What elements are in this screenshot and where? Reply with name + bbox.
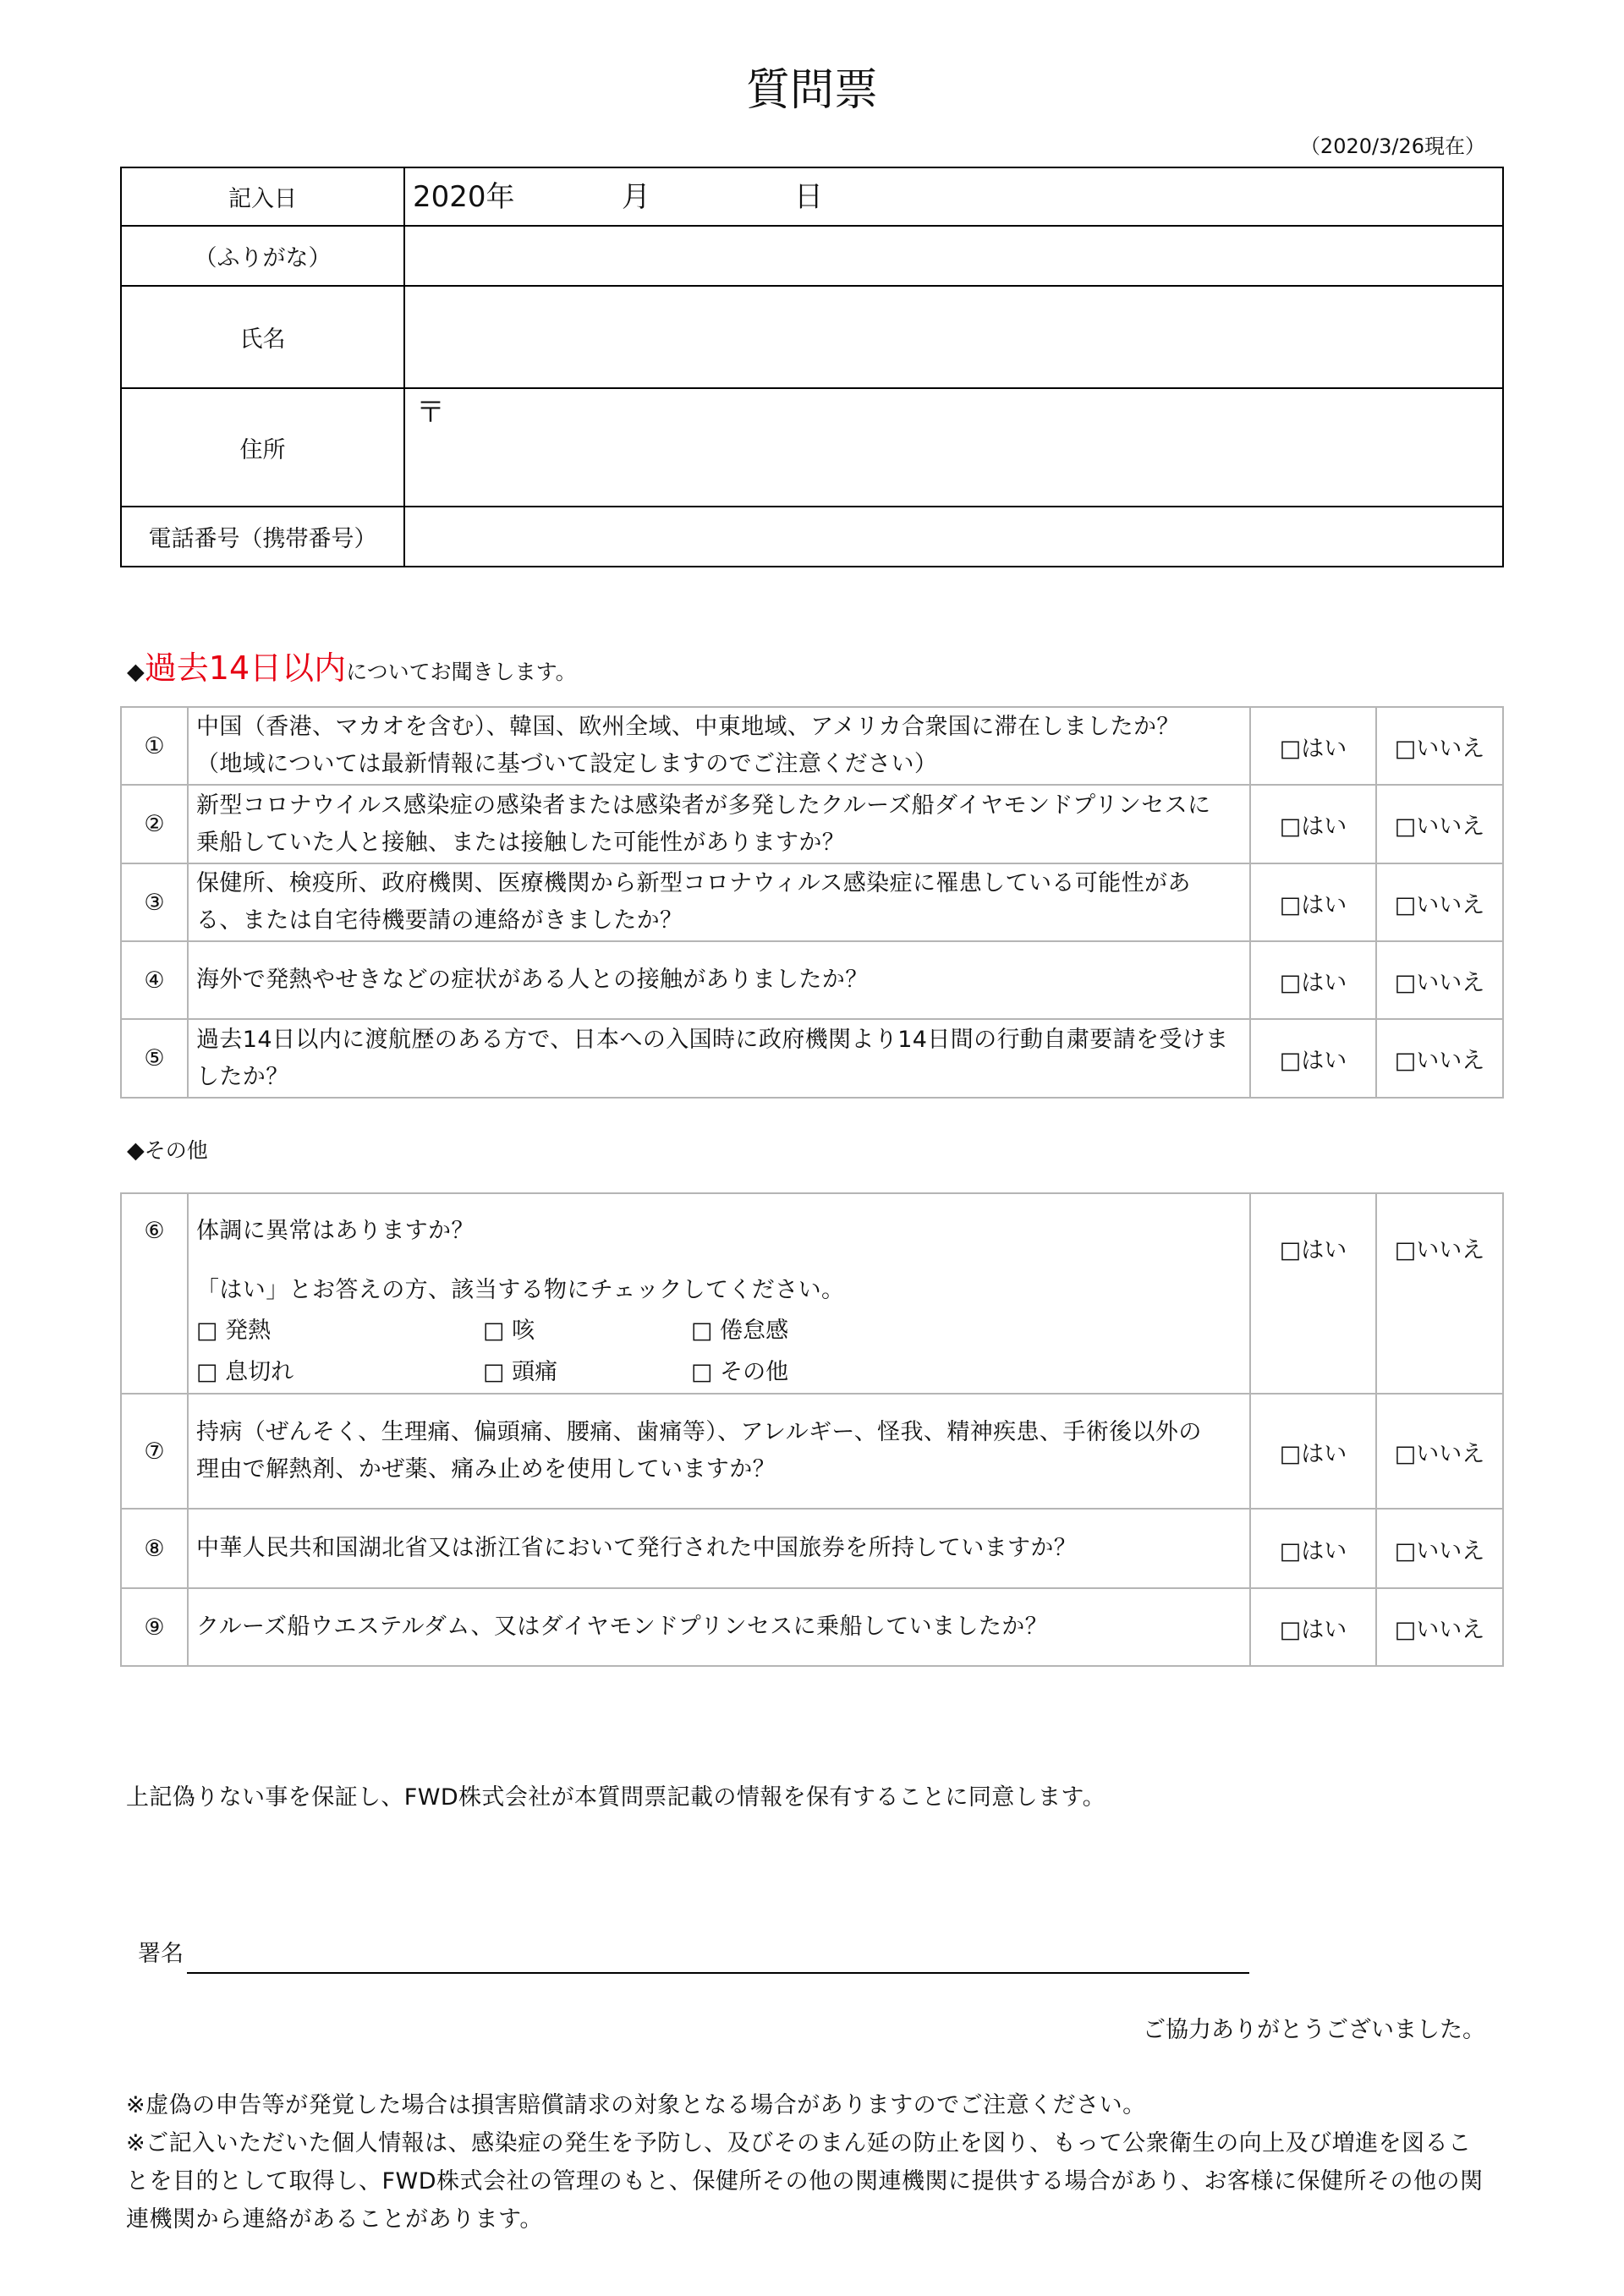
question-row <box>121 785 1503 863</box>
address-field[interactable] <box>404 388 1503 507</box>
question-text <box>188 1193 1250 1394</box>
question-number: ① <box>121 707 188 785</box>
section-highlight: 過去14日以内 <box>144 649 347 687</box>
name-field[interactable] <box>404 286 1503 388</box>
yes-checkbox[interactable]: □はい <box>1250 1509 1376 1588</box>
consent-statement: 上記偽りない事を保証し、FWD株式会社が本質問票記載の情報を保有することに同意します。 <box>126 1784 1106 1811</box>
symptom-checkbox-cough[interactable]: □ 咳 <box>483 1318 535 1344</box>
question-number: ③ <box>121 863 188 941</box>
question-row <box>121 1193 1503 1394</box>
phone-field[interactable] <box>404 507 1503 567</box>
question-text <box>188 1588 1250 1666</box>
section-heading-text: その他 <box>144 1138 208 1163</box>
date-field[interactable] <box>404 167 1503 226</box>
question-row <box>121 941 1503 1019</box>
furigana-label: （ふりがな） <box>121 226 404 286</box>
furigana-field[interactable] <box>404 226 1503 286</box>
question-row <box>121 1394 1503 1509</box>
section-heading-text: についてお聞きします。 <box>346 660 577 684</box>
no-checkbox[interactable]: □いいえ <box>1376 863 1503 941</box>
question-line: したか？ <box>196 1063 289 1090</box>
question-row <box>121 707 1503 785</box>
page-title: 質問票 <box>745 65 878 116</box>
question-row <box>121 1019 1503 1098</box>
diamond-icon: ◆ <box>127 1137 145 1164</box>
signature-line[interactable] <box>187 1972 1249 1974</box>
date-day: 日 <box>794 179 823 214</box>
phone-label: 電話番号（携帯番号） <box>121 507 404 567</box>
question-number: ⑧ <box>121 1509 188 1588</box>
no-checkbox[interactable]: □いいえ <box>1376 941 1503 1019</box>
signature-label: 署名 <box>138 1941 184 1967</box>
symptom-checkbox-breathlessness[interactable]: □ 息切れ <box>196 1359 294 1385</box>
name-label: 氏名 <box>121 286 404 388</box>
question-number: ⑥ <box>121 1193 188 1394</box>
question-text <box>188 785 1250 863</box>
no-checkbox[interactable]: □いいえ <box>1376 1588 1503 1666</box>
yes-checkbox[interactable]: □はい <box>1250 785 1376 863</box>
question-line: 新型コロナウイルス感染症の感染者または感染者が多発したクルーズ船ダイヤモンドプリンセスに <box>196 792 1211 819</box>
diamond-icon: ◆ <box>127 659 145 685</box>
question-row <box>121 1588 1503 1666</box>
yes-checkbox[interactable]: □はい <box>1250 1193 1376 1394</box>
yes-checkbox[interactable]: □はい <box>1250 863 1376 941</box>
yes-checkbox[interactable]: □はい <box>1250 1588 1376 1666</box>
footnote-line: ※虚偽の申告等が発覚した場合は損害賠償請求の対象となる場合がありますのでご注意ください。 <box>126 2092 1146 2118</box>
symptom-checklist <box>196 1354 1242 1391</box>
footnote-line: ※ご記入いただいた個人情報は、感染症の発生を予防し、及びそのまん延の防止を図り、もって公衆衛生の向上及び増進を図るこ <box>126 2130 1472 2156</box>
question-text <box>188 1509 1250 1588</box>
question-line: 乗船していた人と接触、または接触した可能性がありますか？ <box>196 829 846 856</box>
date-year: 2020年 <box>413 179 515 214</box>
symptom-instruction: 「はい」とお答えの方、該当する物にチェックしてください。 <box>196 1277 845 1303</box>
question-line: （地域については最新情報に基づいて設定しますのでご注意ください） <box>196 751 938 777</box>
question-line: 体調に異常はありますか？ <box>196 1218 475 1244</box>
question-text <box>188 707 1250 785</box>
symptom-checkbox-headache[interactable]: □ 頭痛 <box>483 1359 558 1385</box>
date-month: 月 <box>622 179 650 214</box>
question-line: る、または自宅待機要請の連絡がきましたか？ <box>196 907 683 934</box>
no-checkbox[interactable]: □いいえ <box>1376 1509 1503 1588</box>
footnote-line: とを目的として取得し、FWD株式会社の管理のもと、保健所その他の関連機関に提供する場合があり、お客様に保健所その他の関 <box>126 2168 1484 2195</box>
date-label: 記入日 <box>121 167 404 226</box>
no-checkbox[interactable]: □いいえ <box>1376 707 1503 785</box>
question-number: ⑨ <box>121 1588 188 1666</box>
question-number: ⑦ <box>121 1394 188 1509</box>
question-row <box>121 1509 1503 1588</box>
address-label: 住所 <box>121 388 404 507</box>
thanks-message: ご協力ありがとうございました。 <box>1143 2017 1485 2043</box>
symptom-checkbox-fever[interactable]: □ 発熱 <box>196 1318 272 1344</box>
question-line: 海外で発熱やせきなどの症状がある人との接触がありましたか？ <box>196 967 869 993</box>
question-number: ④ <box>121 941 188 1019</box>
question-line: 保健所、検疫所、政府機関、医療機関から新型コロナウィルス感染症に罹患している可能性があ <box>196 870 1191 896</box>
section-heading-other <box>127 1132 208 1170</box>
question-line: 持病（ぜんそく、生理痛、偏頭痛、腰痛、歯痛等）、アレルギー、怪我、精神疾患、手術後以外の <box>196 1419 1202 1445</box>
question-line: 中華人民共和国湖北省又は浙江省において発行された中国旅券を所持していますか？ <box>196 1535 1078 1561</box>
footnotes <box>126 2086 1484 2238</box>
yes-checkbox[interactable]: □はい <box>1250 1394 1376 1509</box>
symptom-checklist <box>196 1312 1242 1350</box>
no-checkbox[interactable]: □いいえ <box>1376 1019 1503 1098</box>
postal-mark: 〒 <box>416 396 445 430</box>
question-line: 過去14日以内に渡航歴のある方で、日本への入国時に政府機関より14日間の行動自粛要請を受けま <box>196 1026 1229 1053</box>
question-text <box>188 863 1250 941</box>
yes-checkbox[interactable]: □はい <box>1250 941 1376 1019</box>
symptom-checkbox-other[interactable]: □ その他 <box>691 1359 789 1385</box>
question-number: ② <box>121 785 188 863</box>
no-checkbox[interactable]: □いいえ <box>1376 1193 1503 1394</box>
other-questions-table <box>120 1192 1504 1667</box>
yes-checkbox[interactable]: □はい <box>1250 707 1376 785</box>
question-line: 理由で解熱剤、かぜ薬、痛み止めを使用していますか？ <box>196 1456 776 1482</box>
footnote-line: 連機関から連絡があることがあります。 <box>126 2206 543 2233</box>
section-heading-recent <box>127 649 577 691</box>
yes-checkbox[interactable]: □はい <box>1250 1019 1376 1098</box>
as-of-date: （2020/3/26現在） <box>1299 134 1485 158</box>
symptom-checkbox-fatigue[interactable]: □ 倦怠感 <box>691 1318 789 1344</box>
no-checkbox[interactable]: □いいえ <box>1376 785 1503 863</box>
question-row <box>121 863 1503 941</box>
question-text <box>188 941 1250 1019</box>
personal-info-table <box>120 167 1504 567</box>
no-checkbox[interactable]: □いいえ <box>1376 1394 1503 1509</box>
question-number: ⑤ <box>121 1019 188 1098</box>
question-text <box>188 1019 1250 1098</box>
question-line: クルーズ船ウエステルダム、又はダイヤモンドプリンセスに乗船していましたか？ <box>196 1614 1049 1640</box>
question-text <box>188 1394 1250 1509</box>
question-line: 中国（香港、マカオを含む）、韓国、欧州全域、中東地域、アメリカ合衆国に滞在しましたか？ <box>196 714 1180 740</box>
recent-questions-table <box>120 706 1504 1099</box>
